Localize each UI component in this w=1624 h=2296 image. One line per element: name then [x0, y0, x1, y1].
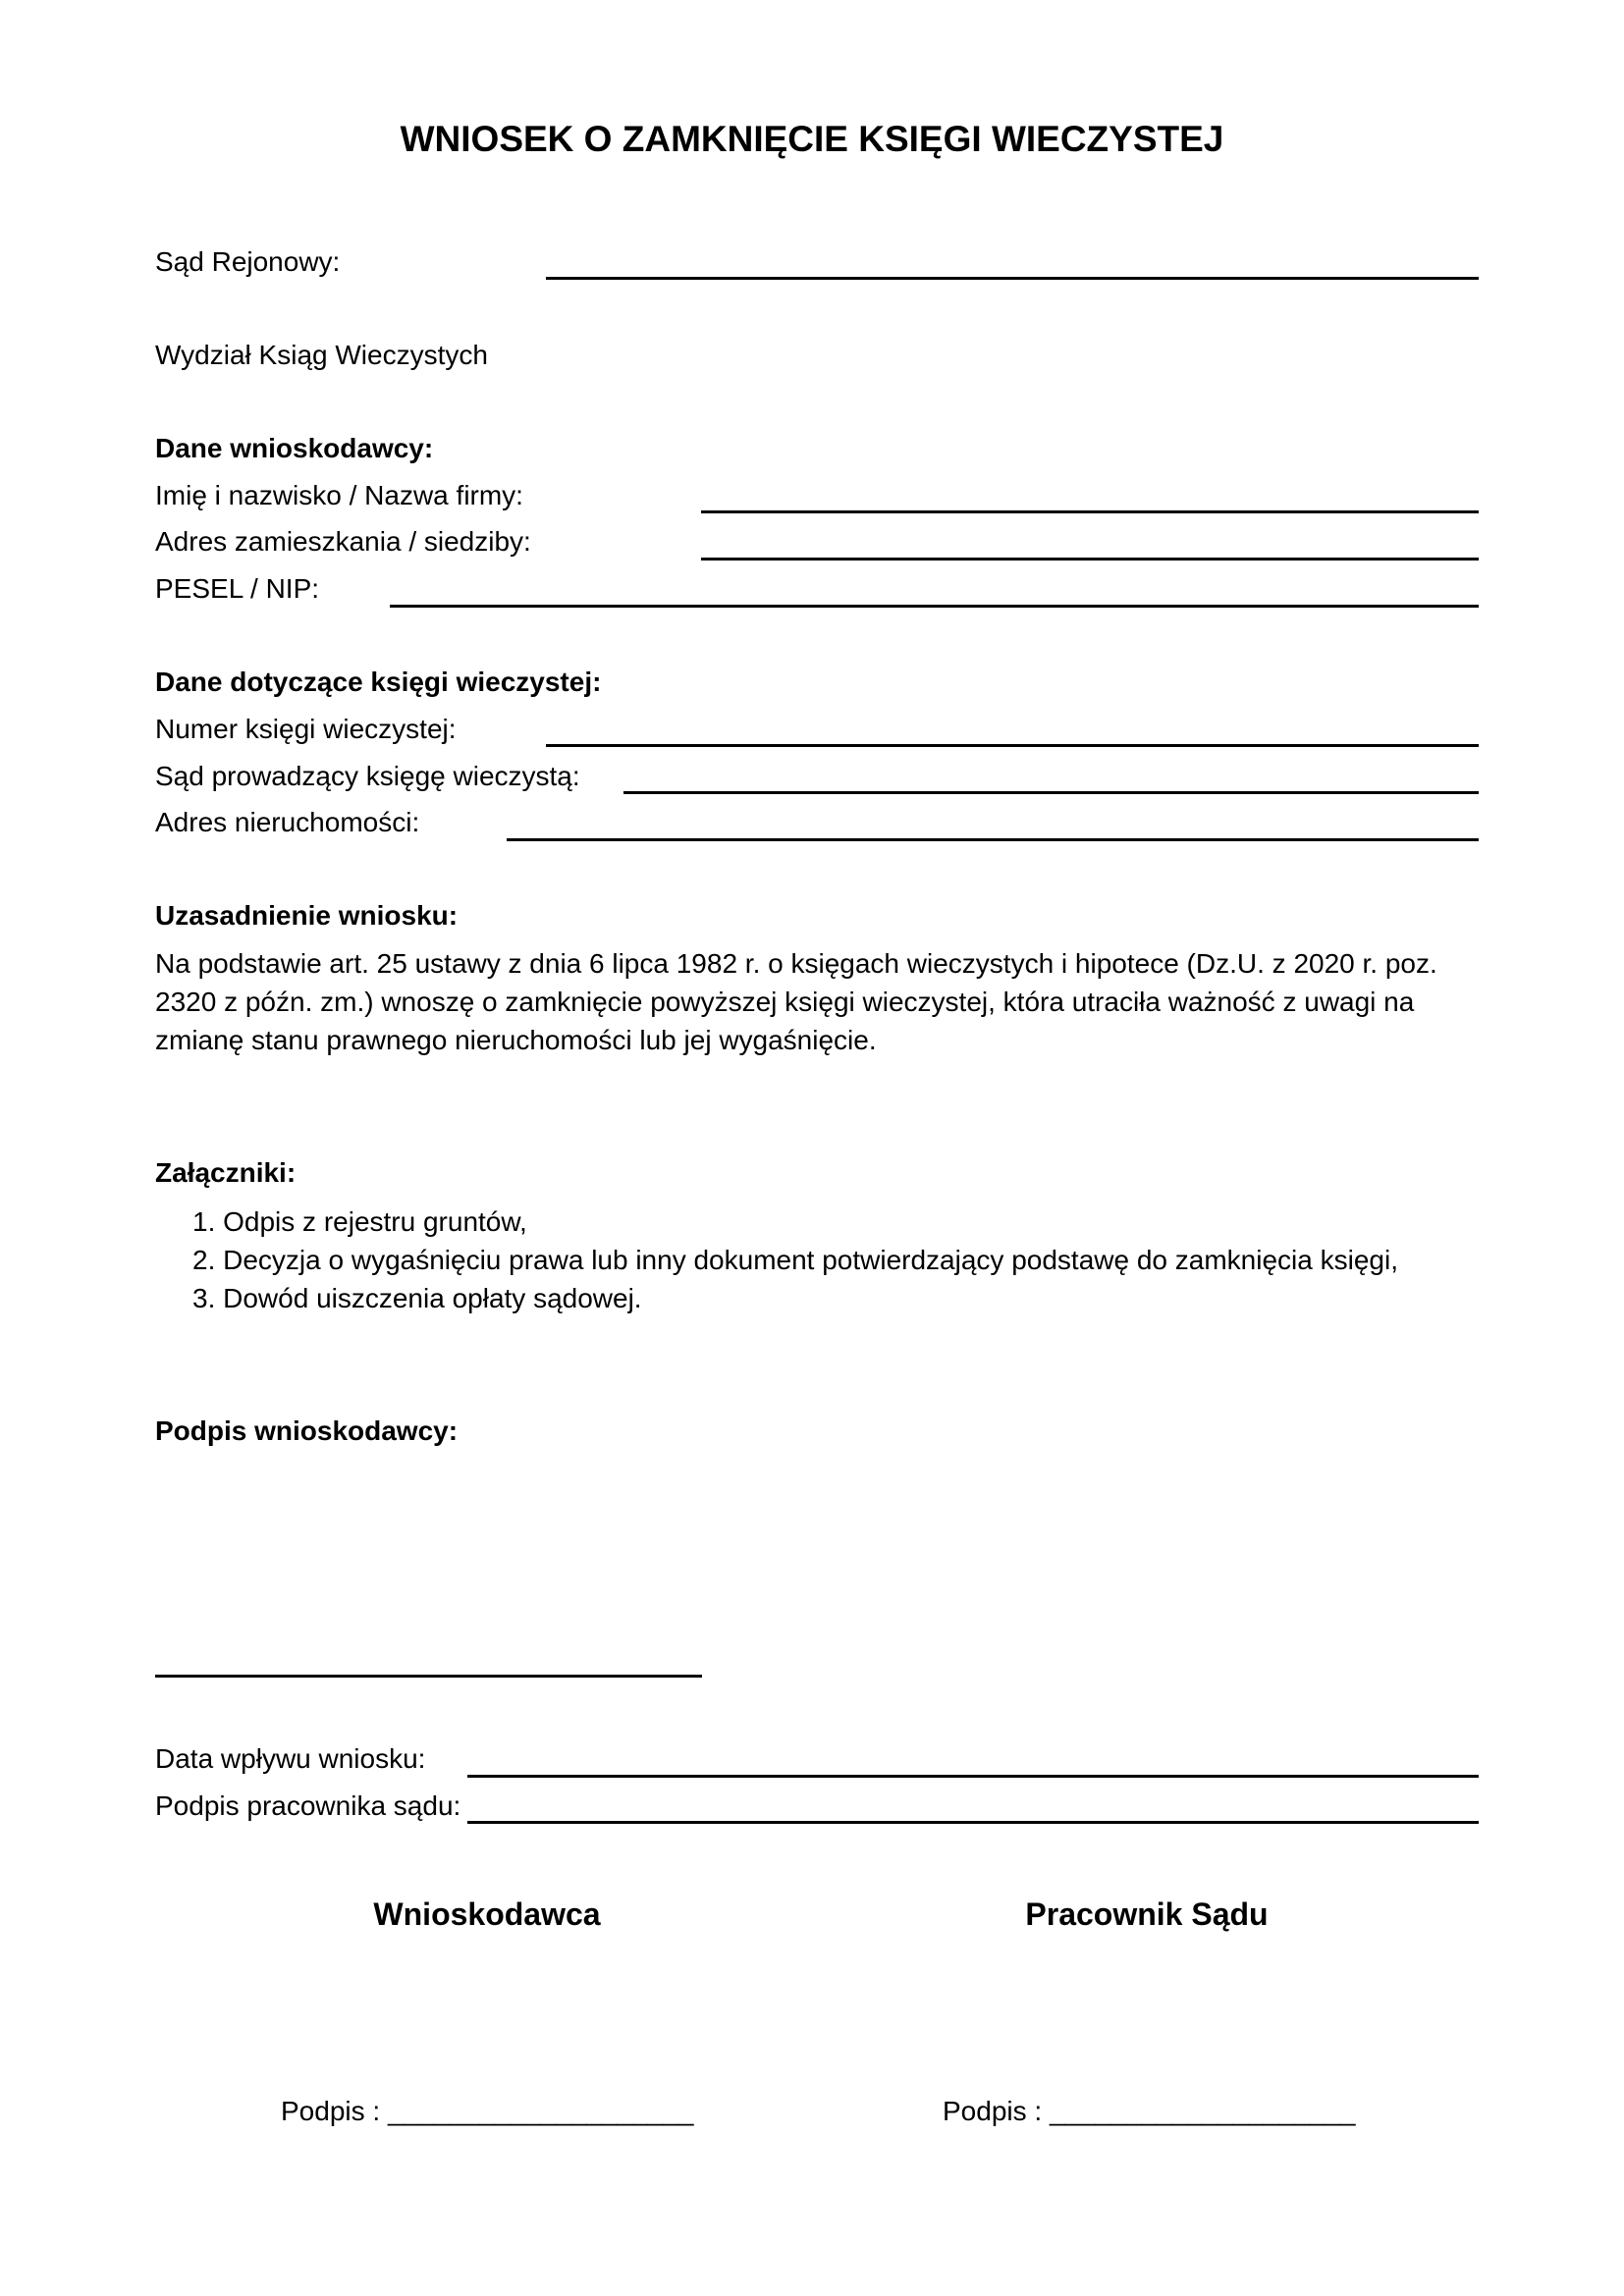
clerk-signature-field-line[interactable] [467, 1821, 1479, 1824]
applicant-id-field-line[interactable] [390, 605, 1479, 608]
applicant-signature-line[interactable] [155, 1675, 702, 1678]
attachments-list [192, 1202, 1398, 1317]
court-division: Wydział Ksiąg Wieczystych [155, 340, 488, 370]
footer-clerk-title: Pracownik Sądu [1025, 1896, 1269, 1932]
applicant-name-label: Imię i nazwisko / Nazwa firmy: [155, 480, 523, 510]
receipt-date-field-line[interactable] [467, 1775, 1479, 1778]
list-item: 3. Dowód uiszczenia opłaty sądowej. [192, 1283, 642, 1313]
applicant-heading: Dane wnioskodawcy: [155, 433, 434, 463]
court-label: Sąd Rejonowy: [155, 246, 341, 277]
signature-heading: Podpis wnioskodawcy: [155, 1415, 459, 1446]
land-register-number-label: Numer księgi wieczystej: [155, 714, 457, 744]
list-item: 1. Odpis z rejestru gruntów, [192, 1206, 527, 1237]
receipt-date-label: Data wpływu wniosku: [155, 1743, 426, 1774]
land-register-heading: Dane dotyczące księgi wieczystej: [155, 667, 602, 697]
property-address-label: Adres nieruchomości: [155, 807, 420, 837]
applicant-name-field-line[interactable] [701, 510, 1479, 513]
court-field-line[interactable] [546, 277, 1479, 280]
footer-applicant-signature: Podpis : ____________________ [281, 2096, 694, 2126]
footer-applicant-title: Wnioskodawca [373, 1896, 601, 1932]
land-register-court-field-line[interactable] [623, 791, 1479, 794]
justification-text: Na podstawie art. 25 ustawy z dnia 6 lipca 1982 r. o księgach wieczystych i hipotece (Dz.U. z 2020 r. poz. 2320 z późn. zm.) wnoszę o zamknięcie powyższej księgi wieczystej, która utraciła ważność z uwagi na zmianę stanu prawnego nieruchomości lub jej wygaśnięcie. [155, 948, 1437, 1055]
applicant-id-label: PESEL / NIP: [155, 573, 320, 604]
applicant-address-field-line[interactable] [701, 558, 1479, 561]
document-title: WNIOSEK O ZAMKNIĘCIE KSIĘGI WIECZYSTEJ [400, 119, 1224, 159]
land-register-court-label: Sąd prowadzący księgę wieczystą: [155, 761, 580, 791]
list-item: 2. Decyzja o wygaśnięciu prawa lub inny dokument potwierdzający podstawę do zamknięcia księgi, [192, 1245, 1398, 1275]
clerk-signature-label: Podpis pracownika sądu: [155, 1790, 461, 1821]
land-register-number-field-line[interactable] [546, 744, 1479, 747]
attachments-heading: Załączniki: [155, 1157, 297, 1188]
justification-heading: Uzasadnienie wniosku: [155, 900, 459, 931]
footer-clerk-signature: Podpis : ____________________ [943, 2096, 1356, 2126]
applicant-address-label: Adres zamieszkania / siedziby: [155, 526, 531, 557]
property-address-field-line[interactable] [507, 838, 1479, 841]
